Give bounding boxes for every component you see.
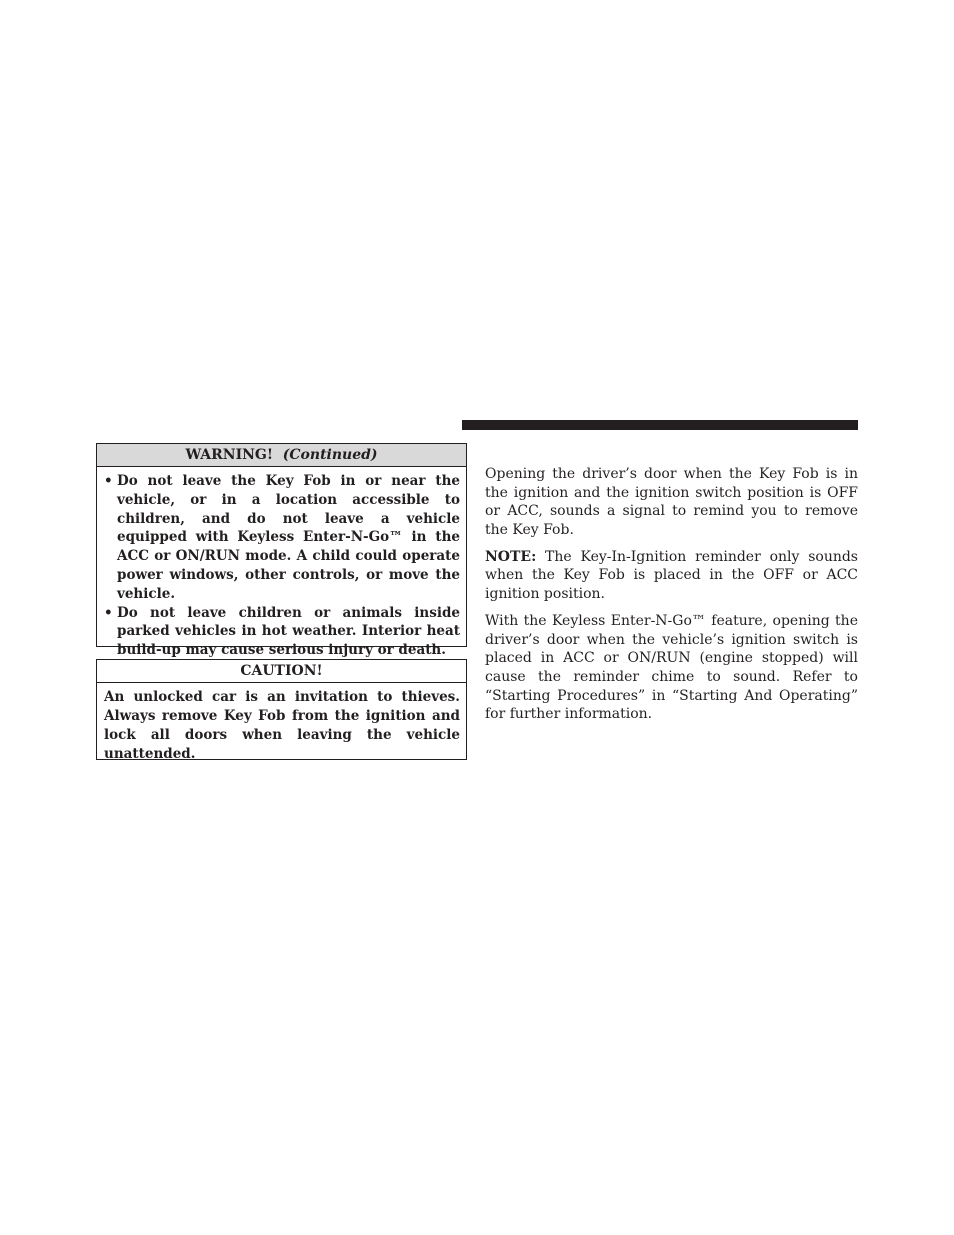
caution-box — [96, 659, 467, 760]
warning-header — [97, 444, 466, 467]
note-paragraph — [485, 548, 858, 604]
caution-header — [97, 660, 466, 683]
warning-box — [96, 443, 467, 659]
note-text: The Key-In-Ignition reminder only sounds when the Key Fob is placed in the OFF or ACC ignition position. — [485, 548, 858, 603]
warning-list — [97, 467, 466, 660]
bullet-icon: • — [104, 604, 113, 621]
warning-item — [104, 604, 460, 660]
caution-title: CAUTION! — [240, 663, 323, 679]
key-reminder-paragraph: Opening the driver’s door when the Key Fob is in the ignition and the ignition switch position is OFF or ACC, sounds a signal to remind you to remove the Key Fob. — [485, 466, 858, 538]
warning-item — [104, 472, 460, 604]
warning-item-text: Do not leave the Key Fob in or near the vehicle, or in a location accessible to children, and do not leave a vehicle equipped with Keyless Enter-N-Go™ in the ACC or ON/RUN mode. A child could operate power windows, other controls, or move the vehicle. — [117, 473, 460, 602]
caution-text: An unlocked car is an invitation to thieves. Always remove Key Fob from the ignition and lock all doors when leaving the vehicle unattended. — [104, 689, 460, 762]
note-label: NOTE: — [485, 548, 537, 565]
warning-continued: (Continued) — [282, 447, 378, 463]
warning-title: WARNING! — [185, 447, 274, 463]
bullet-icon: • — [104, 473, 113, 489]
section-header-rule — [462, 420, 858, 430]
body-text-column — [485, 465, 858, 732]
warning-item-text: Do not leave children or animals inside parked vehicles in hot weather. Interior heat build-up may cause serious injury or death. — [117, 604, 460, 659]
keyless-paragraph: With the Keyless Enter-N-Go™ feature, opening the driver’s door when the vehicle’s ignition switch is placed in ACC or ON/RUN (engine stopped) will cause the reminder chime to sound. Refer to “Starting Procedures” in “Starting And Operating” for further information. — [485, 613, 858, 723]
